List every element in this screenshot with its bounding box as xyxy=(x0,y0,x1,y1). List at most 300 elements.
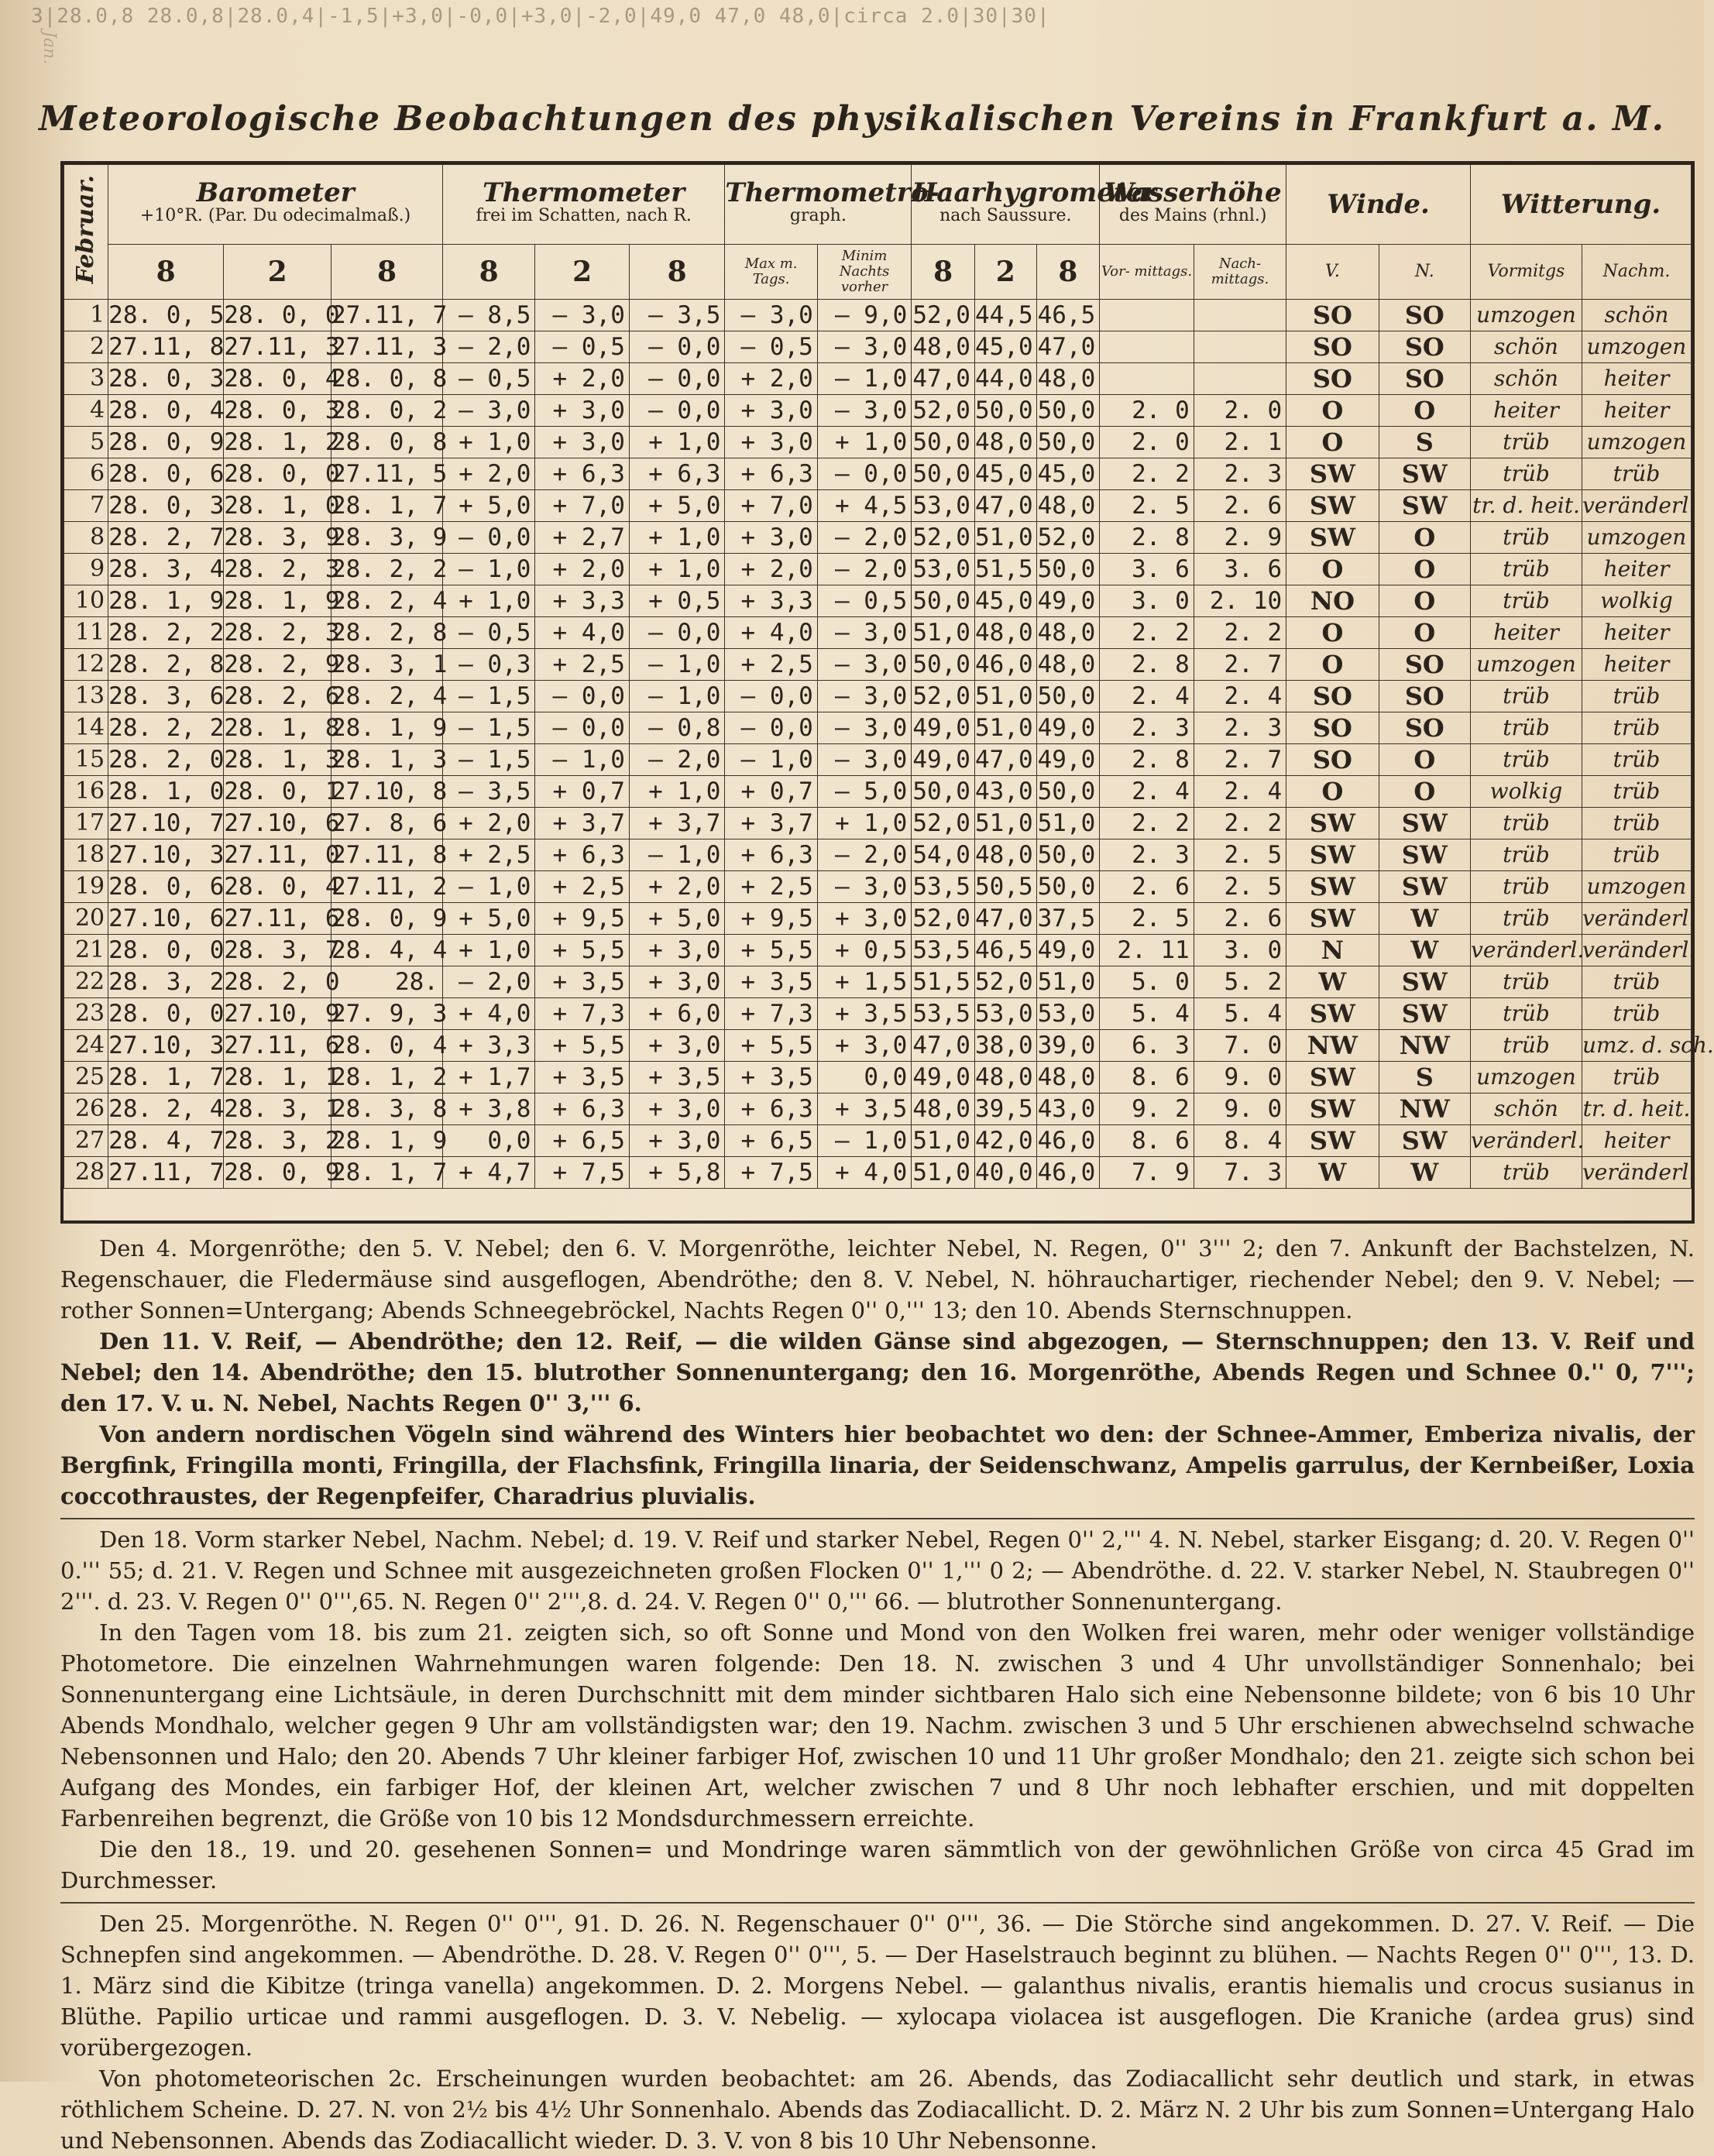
cell-wind-afternoon: SW xyxy=(1379,966,1470,998)
cell-hygrometer-2: 52,0 xyxy=(974,966,1036,998)
cell-wind-morning: O xyxy=(1286,649,1379,681)
cell-thermometer-8: + 4,0 xyxy=(442,998,534,1030)
cell-hygrometer-8b: 47,0 xyxy=(1036,331,1100,363)
cell-water-afternoon: 2. 7 xyxy=(1194,744,1286,776)
cell-max-day: + 6,3 xyxy=(725,458,817,490)
cell-wind-morning: SW xyxy=(1286,458,1379,490)
cell-min-night: — 3,0 xyxy=(817,681,911,712)
cell-min-night: — 1,0 xyxy=(817,363,911,395)
cell-wind-afternoon: SW xyxy=(1379,998,1470,1030)
cell-wind-morning: SW xyxy=(1286,998,1379,1030)
cell-thermometer-8: + 1,0 xyxy=(442,585,534,617)
cell-weather-afternoon: umz. d. sch. xyxy=(1582,1030,1691,1062)
cell-wind-morning: SW xyxy=(1286,522,1379,554)
cell-weather-afternoon: trüb xyxy=(1582,839,1691,871)
cell-water-afternoon xyxy=(1194,363,1286,395)
cell-barometer-2: 28. 3, 1 xyxy=(224,1093,331,1125)
cell-weather-morning: trüb xyxy=(1471,458,1582,490)
cell-barometer-8: 28. 0, 0 xyxy=(108,998,224,1030)
cell-max-day: + 2,5 xyxy=(725,871,817,903)
cell-thermometer-2: + 3,5 xyxy=(535,966,629,998)
cell-max-day: + 3,3 xyxy=(725,585,817,617)
cell-weather-morning: trüb xyxy=(1471,744,1582,776)
table-row xyxy=(64,490,1692,522)
cell-day: 17 xyxy=(64,808,108,839)
cell-hygrometer-8: 50,0 xyxy=(912,585,975,617)
cell-weather-morning: trüb xyxy=(1471,712,1582,744)
cell-barometer-8: 28. 4, 7 xyxy=(108,1125,224,1157)
cell-weather-morning: trüb xyxy=(1471,903,1582,935)
cell-wind-morning: O xyxy=(1286,776,1379,808)
cell-hygrometer-2: 47,0 xyxy=(974,744,1036,776)
cell-weather-afternoon: trüb xyxy=(1582,1062,1691,1093)
cell-barometer-8: 28. 0, 3 xyxy=(108,363,224,395)
cell-hygrometer-8: 53,0 xyxy=(912,554,975,585)
cell-barometer-2: 27.11, 0 xyxy=(224,839,331,871)
cell-wind-afternoon: SO xyxy=(1379,363,1470,395)
cell-min-night: — 2,0 xyxy=(817,554,911,585)
cell-barometer-2: 28. 0, 3 xyxy=(224,395,331,427)
cell-thermometer-2: + 0,7 xyxy=(535,776,629,808)
cell-min-night: — 2,0 xyxy=(817,839,911,871)
cell-thermometer-8b: + 2,0 xyxy=(629,871,725,903)
month-header: Februar. xyxy=(64,165,108,300)
cell-barometer-8: 27.10, 3 xyxy=(108,839,224,871)
cell-max-day: + 3,0 xyxy=(725,427,817,458)
cell-thermometer-8b: + 5,0 xyxy=(629,490,725,522)
cell-hygrometer-2: 45,0 xyxy=(974,331,1036,363)
cell-weather-morning: tr. d. heit. xyxy=(1471,490,1582,522)
cell-barometer-8b: 28. 1, 3 xyxy=(331,744,443,776)
cell-max-day: — 3,0 xyxy=(725,300,817,331)
note-paragraph: Von photometeorischen 2c. Erscheinungen wurden beobachtet: am 26. Abends, das Zodiacallicht sehr deutlich und stark, in etwas röthlichem Scheine. D. 27. N. von 2½ bis 4½ Uhr Sonnenhalo. Abends das Zodiacallicht. D. 2. März N. 2 Uhr bis zum Sonnen=Untergang Halo und Nebensonnen. Abends das Zodiacallicht wieder. D. 3. V. von 8 bis 10 Uhr Nebensonne. xyxy=(60,2065,1695,2154)
cell-water-morning: 2. 4 xyxy=(1100,681,1194,712)
cell-water-morning: 8. 6 xyxy=(1100,1062,1194,1093)
cell-barometer-8b: 27.11, 7 xyxy=(331,300,443,331)
cell-thermometer-8: — 2,0 xyxy=(442,966,534,998)
cell-day: 3 xyxy=(64,363,108,395)
cell-weather-afternoon: trüb xyxy=(1582,808,1691,839)
cell-thermometer-8: + 1,0 xyxy=(442,935,534,966)
cell-hygrometer-8: 52,0 xyxy=(912,395,975,427)
cell-min-night: 0,0 xyxy=(817,1062,911,1093)
cell-max-day: + 6,3 xyxy=(725,839,817,871)
cell-wind-afternoon: SW xyxy=(1379,458,1470,490)
cell-day: 12 xyxy=(64,649,108,681)
cell-hygrometer-2: 38,0 xyxy=(974,1030,1036,1062)
cell-wind-morning: SW xyxy=(1286,1062,1379,1093)
cell-hygrometer-8: 50,0 xyxy=(912,427,975,458)
cell-thermometer-2: + 7,5 xyxy=(535,1157,629,1189)
cell-thermometer-2: + 4,0 xyxy=(535,617,629,649)
cell-hygrometer-8b: 53,0 xyxy=(1036,998,1100,1030)
cell-day: 2 xyxy=(64,331,108,363)
cell-thermometer-8b: — 2,0 xyxy=(629,744,725,776)
cell-max-day: — 0,5 xyxy=(725,331,817,363)
cell-hygrometer-8b: 50,0 xyxy=(1036,871,1100,903)
cell-weather-morning: trüb xyxy=(1471,427,1582,458)
winds-header: Winde. xyxy=(1286,165,1471,245)
cell-thermometer-2: + 2,7 xyxy=(535,522,629,554)
cell-max-day: + 5,5 xyxy=(725,935,817,966)
cell-barometer-2: 28. 0, 1 xyxy=(224,776,331,808)
cell-min-night: + 1,5 xyxy=(817,966,911,998)
note-paragraph: In den Tagen vom 18. bis zum 21. zeigten sich, so oft Sonne und Mond von den Wolken frei waren, mehr oder weniger vollständige Photometore. Die einzelnen Wahrnehmungen waren folgende: Den 18. N. zwischen 3 und 4 Uhr unvollständiger Sonnenhalo; bei Sonnenuntergang eine Lichtsäule, in deren Durchschnitt mit dem minder sichtbaren Halo sich eine Nebensonne bildete; von 6 bis 10 Uhr Abends Mondhalo, welcher gegen 9 Uhr am vollständigsten war; den 19. Nachm. zwischen 3 und 5 Uhr erschienen abwechselnd schwache Nebensonnen und Halo; den 20. Abends 7 Uhr kleiner farbiger Hof, zwischen 10 und 11 Uhr großer Mondhalo; den 21. zeigte sich schon bei Aufgang des Mondes, ein farbiger Hof, der kleinen Art, welcher zwischen 7 und 8 Uhr noch lebhafter erschien, und mit doppelten Farbenreihen begrenzt, die Größe von 10 bis 12 Mondsdurchmessern erreichte. xyxy=(60,1619,1695,1832)
cell-barometer-8b: 28. 1, 2 xyxy=(331,1062,443,1093)
cell-thermometer-8: + 2,5 xyxy=(442,839,534,871)
cell-water-morning: 2. 3 xyxy=(1100,712,1194,744)
cell-thermometer-2: + 3,5 xyxy=(535,1062,629,1093)
cell-water-afternoon: 8. 4 xyxy=(1194,1125,1286,1157)
cell-hygrometer-2: 45,0 xyxy=(974,458,1036,490)
cell-thermometer-8b: + 6,3 xyxy=(629,458,725,490)
table-row xyxy=(64,744,1692,776)
cell-min-night: + 0,5 xyxy=(817,935,911,966)
cell-hygrometer-8: 52,0 xyxy=(912,300,975,331)
cell-min-night: + 3,5 xyxy=(817,1093,911,1125)
cell-thermometer-8b: + 1,0 xyxy=(629,776,725,808)
cell-weather-afternoon: heiter xyxy=(1582,554,1691,585)
cell-weather-morning: trüb xyxy=(1471,839,1582,871)
cell-weather-afternoon: umzogen xyxy=(1582,871,1691,903)
cell-hygrometer-2: 48,0 xyxy=(974,617,1036,649)
cell-barometer-8: 27.10, 6 xyxy=(108,903,224,935)
table-row xyxy=(64,776,1692,808)
cell-barometer-2: 27.10, 6 xyxy=(224,808,331,839)
cell-barometer-8b: 28. 1, 9 xyxy=(331,712,443,744)
cell-wind-afternoon: SW xyxy=(1379,839,1470,871)
cell-barometer-8b: 28. 2, 4 xyxy=(331,585,443,617)
table-row xyxy=(64,998,1692,1030)
cell-thermometer-8: + 5,0 xyxy=(442,903,534,935)
cell-hygrometer-8b: 37,5 xyxy=(1036,903,1100,935)
cell-min-night: — 0,0 xyxy=(817,458,911,490)
cell-hygrometer-8b: 48,0 xyxy=(1036,490,1100,522)
page-title: Meteorologische Beobachtungen des physikalischen Vereins in Frankfurt a. M. xyxy=(39,99,1665,139)
cell-thermometer-8b: + 0,5 xyxy=(629,585,725,617)
cell-barometer-8: 27.10, 3 xyxy=(108,1030,224,1062)
cell-hygrometer-8b: 51,0 xyxy=(1036,808,1100,839)
cell-hygrometer-2: 44,5 xyxy=(974,300,1036,331)
cell-water-afternoon: 5. 4 xyxy=(1194,998,1286,1030)
table-row xyxy=(64,427,1692,458)
side-handwritten-note: Jan. xyxy=(40,31,59,65)
cell-barometer-8: 28. 1, 0 xyxy=(108,776,224,808)
cell-weather-afternoon: heiter xyxy=(1582,363,1691,395)
weather-header: Witterung. xyxy=(1471,165,1692,245)
table-row xyxy=(64,712,1692,744)
cell-water-morning: 2. 3 xyxy=(1100,839,1194,871)
cell-thermometer-2: + 5,5 xyxy=(535,1030,629,1062)
note-paragraph: Den 4. Morgenröthe; den 5. V. Nebel; den 6. V. Morgenröthe, leichter Nebel, N. Regen, 0'' 3''' 2; den 7. Ankunft der Bachstelzen, N. Regenschauer, die Fledermäuse sind ausgeflogen, Abendröthe; den 8. V. Nebel, N. höhrauchartiger, riechender Nebel; den 9. V. Nebel; — rother Sonnen=Untergang; Abends Schneegebröckel, Nachts Regen 0'' 0,''' 13; den 10. Abends Sternschnuppen. xyxy=(60,1235,1695,1323)
table-row xyxy=(64,1125,1692,1157)
cell-water-morning: 3. 6 xyxy=(1100,554,1194,585)
cell-barometer-2: 28. 1, 8 xyxy=(224,712,331,744)
cell-thermometer-8b: + 1,0 xyxy=(629,522,725,554)
cell-min-night: + 3,0 xyxy=(817,1030,911,1062)
cell-thermometer-8: — 0,0 xyxy=(442,522,534,554)
cell-hygrometer-8: 54,0 xyxy=(912,839,975,871)
note-paragraph: Den 18. Vorm starker Nebel, Nachm. Nebel; d. 19. V. Reif und starker Nebel, Regen 0'' 2,''' 4. N. Nebel, starker Eisgang; d. 20. V. Regen 0'' 0.''' 55; d. 21. V. Regen und Schnee mit ausgezeichneten großen Flocken 0'' 1,''' 0 2; — Abendröthe. d. 22. V. starker Nebel, N. Staubregen 0'' 2'''. d. 23. V. Regen 0'' 0''',65. N. Regen 0'' 2''',8. d. 24. V. Regen 0'' 0,''' 66. — blutrother Sonnenuntergang. xyxy=(60,1526,1695,1615)
cell-barometer-2: 27.10, 9 xyxy=(224,998,331,1030)
cell-weather-morning: heiter xyxy=(1471,617,1582,649)
cell-barometer-8b: 27.11, 5 xyxy=(331,458,443,490)
cell-min-night: — 1,0 xyxy=(817,1125,911,1157)
cell-water-morning: 8. 6 xyxy=(1100,1125,1194,1157)
cell-weather-morning: trüb xyxy=(1471,681,1582,712)
cell-barometer-8b: 27.10, 8 xyxy=(331,776,443,808)
cell-hygrometer-8b: 48,0 xyxy=(1036,617,1100,649)
cell-barometer-8: 28. 3, 6 xyxy=(108,681,224,712)
cell-thermometer-2: + 3,0 xyxy=(535,395,629,427)
cell-barometer-2: 28. 1, 0 xyxy=(224,490,331,522)
cell-wind-afternoon: W xyxy=(1379,903,1470,935)
cell-wind-morning: SO xyxy=(1286,363,1379,395)
cell-water-morning: 3. 0 xyxy=(1100,585,1194,617)
cell-wind-afternoon: SO xyxy=(1379,712,1470,744)
cell-weather-afternoon: schön xyxy=(1582,300,1691,331)
cell-wind-morning: NO xyxy=(1286,585,1379,617)
cell-barometer-8b: 28. 0, 4 xyxy=(331,1030,443,1062)
weather-afternoon-header: Nachm. xyxy=(1582,245,1691,300)
cell-hygrometer-8b: 46,0 xyxy=(1036,1157,1100,1189)
cell-barometer-8: 28. 2, 4 xyxy=(108,1093,224,1125)
cell-barometer-8: 27.11, 8 xyxy=(108,331,224,363)
cell-min-night: — 3,0 xyxy=(817,871,911,903)
cell-hygrometer-8: 50,0 xyxy=(912,649,975,681)
note-paragraph: Den 25. Morgenröthe. N. Regen 0'' 0''', 91. D. 26. N. Regenschauer 0'' 0''', 36. — Die Störche sind angekommen. D. 27. V. Reif. — Die Schnepfen sind angekommen. — Abendröthe. D. 28. V. Regen 0'' 0''', 5. — Der Haselstrauch beginnt zu blühen. — Nachts Regen 0'' 0''', 13. D. 1. März sind die Kibitze (tringa vanella) angekommen. D. 2. Morgens Nebel. — galanthus nivalis, erantis hiemalis und crocus susianus in Blüthe. Papilio urticae und rammi ausgeflogen. D. 3. V. Nebelig. — xylocapa violacea ist ausgeflogen. Die Kraniche (ardea grus) sind vorübergezogen. xyxy=(60,1911,1695,2061)
wind-afternoon-header: N. xyxy=(1379,245,1470,300)
cell-max-day: + 3,0 xyxy=(725,395,817,427)
cell-day: 21 xyxy=(64,935,108,966)
cell-weather-afternoon: tr. d. heit. xyxy=(1582,1093,1691,1125)
cell-thermometer-8b: + 1,0 xyxy=(629,427,725,458)
cell-water-morning: 2. 5 xyxy=(1100,490,1194,522)
cell-barometer-8b: 27.11, 3 xyxy=(331,331,443,363)
thermometer-2-header: 2 xyxy=(535,245,629,300)
cell-hygrometer-8: 53,5 xyxy=(912,935,975,966)
cell-barometer-2: 27.11, 3 xyxy=(224,331,331,363)
cell-thermometer-8: — 1,5 xyxy=(442,681,534,712)
cell-wind-morning: SO xyxy=(1286,712,1379,744)
cell-barometer-8b: 28. xyxy=(331,966,443,998)
cell-water-afternoon: 2. 4 xyxy=(1194,681,1286,712)
cell-wind-afternoon: SW xyxy=(1379,808,1470,839)
cell-weather-afternoon: veränderl. xyxy=(1582,1157,1691,1189)
table-row xyxy=(64,903,1692,935)
cell-thermometer-8: — 0,5 xyxy=(442,617,534,649)
cell-hygrometer-2: 51,5 xyxy=(974,554,1036,585)
cell-wind-morning: SW xyxy=(1286,1125,1379,1157)
cell-water-afternoon: 2. 3 xyxy=(1194,712,1286,744)
cell-weather-morning: trüb xyxy=(1471,808,1582,839)
cell-barometer-8b: 28. 2, 8 xyxy=(331,617,443,649)
cell-barometer-2: 28. 0, 0 xyxy=(224,458,331,490)
cell-hygrometer-8b: 50,0 xyxy=(1036,554,1100,585)
cell-barometer-8b: 28. 3, 9 xyxy=(331,522,443,554)
cell-day: 9 xyxy=(64,554,108,585)
cell-wind-afternoon: O xyxy=(1379,776,1470,808)
cell-weather-afternoon: veränderl. xyxy=(1582,490,1691,522)
cell-weather-morning: trüb xyxy=(1471,522,1582,554)
cell-thermometer-2: + 2,5 xyxy=(535,871,629,903)
cell-wind-morning: O xyxy=(1286,554,1379,585)
cell-max-day: + 7,5 xyxy=(725,1157,817,1189)
cell-day: 1 xyxy=(64,300,108,331)
cell-max-day: + 2,5 xyxy=(725,649,817,681)
cell-day: 27 xyxy=(64,1125,108,1157)
cell-day: 25 xyxy=(64,1062,108,1093)
cell-max-day: + 0,7 xyxy=(725,776,817,808)
cell-barometer-8: 27.10, 7 xyxy=(108,808,224,839)
cell-day: 5 xyxy=(64,427,108,458)
cell-water-morning: 2. 2 xyxy=(1100,808,1194,839)
cell-weather-afternoon: wolkig xyxy=(1582,585,1691,617)
cell-water-afternoon: 9. 0 xyxy=(1194,1062,1286,1093)
cell-hygrometer-2: 51,0 xyxy=(974,712,1036,744)
cell-hygrometer-8: 47,0 xyxy=(912,1030,975,1062)
header-row-times xyxy=(64,245,1692,300)
cell-wind-afternoon: NW xyxy=(1379,1093,1470,1125)
table-row xyxy=(64,681,1692,712)
cell-max-day: — 0,0 xyxy=(725,681,817,712)
cell-weather-afternoon: trüb xyxy=(1582,681,1691,712)
cell-thermometer-8b: — 0,8 xyxy=(629,712,725,744)
cell-thermometer-8b: + 3,0 xyxy=(629,1093,725,1125)
cell-water-afternoon: 2. 10 xyxy=(1194,585,1286,617)
cell-thermometer-2: + 2,5 xyxy=(535,649,629,681)
cell-day: 7 xyxy=(64,490,108,522)
cell-thermometer-8: + 3,8 xyxy=(442,1093,534,1125)
cell-hygrometer-8b: 39,0 xyxy=(1036,1030,1100,1062)
cell-wind-afternoon: O xyxy=(1379,554,1470,585)
cell-wind-morning: NW xyxy=(1286,1030,1379,1062)
cell-water-afternoon xyxy=(1194,331,1286,363)
cell-barometer-8b: 28. 0, 8 xyxy=(331,427,443,458)
cell-wind-morning: W xyxy=(1286,966,1379,998)
cell-water-morning: 5. 0 xyxy=(1100,966,1194,998)
cell-barometer-8b: 28. 1, 7 xyxy=(331,1157,443,1189)
cell-barometer-8b: 27. 8, 6 xyxy=(331,808,443,839)
cell-water-morning: 2. 2 xyxy=(1100,458,1194,490)
cell-weather-afternoon: heiter xyxy=(1582,649,1691,681)
cell-day: 10 xyxy=(64,585,108,617)
table-row xyxy=(64,1157,1692,1189)
cell-thermometer-2: + 6,3 xyxy=(535,839,629,871)
table-row xyxy=(64,585,1692,617)
table-row xyxy=(64,1062,1692,1093)
max-header: Max m. Tags. xyxy=(725,245,817,300)
cell-max-day: + 6,5 xyxy=(725,1125,817,1157)
cell-thermometer-2: + 9,5 xyxy=(535,903,629,935)
cell-wind-afternoon: O xyxy=(1379,617,1470,649)
cell-thermometer-8b: + 5,8 xyxy=(629,1157,725,1189)
cell-weather-morning: trüb xyxy=(1471,1030,1582,1062)
note-paragraph: Von andern nordischen Vögeln sind während des Winters hier beobachtet wo den: der Schnee-Ammer, Emberiza nivalis, der Bergfink, Fringilla monti, Fringilla, der Flachsfink, Fringilla linaria, der Seidenschwanz, Ampelis garrulus, der Kernbeißer, Loxia coccothraustes, der Regenpfeifer, Charadrius pluvialis. xyxy=(60,1421,1695,1509)
note-paragraph: Den 11. V. Reif, — Abendröthe; den 12. Reif, — die wilden Gänse sind abgezogen, — Sternschnuppen; den 13. V. Reif und Nebel; den 14. Abendröthe; den 15. blutrother Sonnenuntergang; den 16. Morgenröthe, Abends Regen und Schnee 0.'' 0, 7'''; den 17. V. u. N. Nebel, Nachts Regen 0'' 3,''' 6. xyxy=(60,1328,1695,1416)
cell-water-afternoon: 2. 7 xyxy=(1194,649,1286,681)
cell-water-afternoon: 2. 4 xyxy=(1194,776,1286,808)
cell-hygrometer-2: 40,0 xyxy=(974,1157,1036,1189)
cell-weather-morning: schön xyxy=(1471,1093,1582,1125)
cell-hygrometer-2: 45,0 xyxy=(974,585,1036,617)
cell-thermometer-8b: + 3,0 xyxy=(629,935,725,966)
cell-hygrometer-2: 50,0 xyxy=(974,395,1036,427)
cell-wind-afternoon: W xyxy=(1379,1157,1470,1189)
cell-day: 26 xyxy=(64,1093,108,1125)
cell-hygrometer-2: 39,5 xyxy=(974,1093,1036,1125)
cell-water-morning: 5. 4 xyxy=(1100,998,1194,1030)
table-row xyxy=(64,300,1692,331)
cell-water-afternoon: 2. 6 xyxy=(1194,490,1286,522)
cell-hygrometer-8: 53,5 xyxy=(912,871,975,903)
cell-water-afternoon: 2. 2 xyxy=(1194,808,1286,839)
cell-water-afternoon: 2. 5 xyxy=(1194,871,1286,903)
cell-water-morning: 2. 2 xyxy=(1100,617,1194,649)
cell-hygrometer-8b: 50,0 xyxy=(1036,776,1100,808)
cell-wind-afternoon: O xyxy=(1379,744,1470,776)
cell-barometer-8b: 28. 2, 2 xyxy=(331,554,443,585)
cell-hygrometer-2: 51,0 xyxy=(974,681,1036,712)
cell-water-morning: 2. 0 xyxy=(1100,395,1194,427)
cell-hygrometer-8b: 50,0 xyxy=(1036,681,1100,712)
cell-water-afternoon: 7. 0 xyxy=(1194,1030,1286,1062)
cell-hygrometer-8b: 46,5 xyxy=(1036,300,1100,331)
table-row xyxy=(64,1093,1692,1125)
cell-hygrometer-2: 47,0 xyxy=(974,903,1036,935)
cell-hygrometer-8: 47,0 xyxy=(912,363,975,395)
cell-min-night: — 3,0 xyxy=(817,649,911,681)
cell-wind-afternoon: O xyxy=(1379,395,1470,427)
cell-wind-morning: W xyxy=(1286,1157,1379,1189)
cell-hygrometer-2: 51,0 xyxy=(974,522,1036,554)
cell-max-day: + 4,0 xyxy=(725,617,817,649)
cell-hygrometer-8b: 49,0 xyxy=(1036,935,1100,966)
cell-wind-afternoon: SO xyxy=(1379,681,1470,712)
cell-water-afternoon: 2. 3 xyxy=(1194,458,1286,490)
cell-hygrometer-8: 49,0 xyxy=(912,712,975,744)
cell-hygrometer-2: 51,0 xyxy=(974,808,1036,839)
cell-hygrometer-2: 44,0 xyxy=(974,363,1036,395)
cell-barometer-8: 28. 2, 7 xyxy=(108,522,224,554)
cell-min-night: — 5,0 xyxy=(817,776,911,808)
water-morning-header: Vor- mittags. xyxy=(1100,245,1194,300)
cell-weather-morning: umzogen xyxy=(1471,649,1582,681)
cell-weather-afternoon: veränderl. xyxy=(1582,903,1691,935)
notes-divider xyxy=(60,1518,1695,1519)
cell-thermometer-8b: + 3,7 xyxy=(629,808,725,839)
cell-wind-afternoon: S xyxy=(1379,1062,1470,1093)
cell-thermometer-2: + 7,3 xyxy=(535,998,629,1030)
cell-thermometer-8b: — 1,0 xyxy=(629,649,725,681)
cell-water-afternoon: 2. 0 xyxy=(1194,395,1286,427)
cell-water-morning: 7. 9 xyxy=(1100,1157,1194,1189)
cell-min-night: — 3,0 xyxy=(817,395,911,427)
cell-hygrometer-8: 50,0 xyxy=(912,776,975,808)
water-level-header: Wasserhöhe des Mains (rhnl.) xyxy=(1100,165,1286,245)
cell-water-morning: 2. 4 xyxy=(1100,776,1194,808)
cell-hygrometer-8b: 50,0 xyxy=(1036,839,1100,871)
cell-barometer-2: 28. 0, 9 xyxy=(224,1157,331,1189)
cell-thermometer-8b: — 3,5 xyxy=(629,300,725,331)
cell-weather-afternoon: trüb xyxy=(1582,776,1691,808)
cell-hygrometer-8: 50,0 xyxy=(912,458,975,490)
cell-barometer-8b: 28. 0, 8 xyxy=(331,363,443,395)
cell-wind-morning: O xyxy=(1286,617,1379,649)
cell-barometer-2: 28. 3, 9 xyxy=(224,522,331,554)
cell-max-day: + 9,5 xyxy=(725,903,817,935)
cell-water-morning: 6. 3 xyxy=(1100,1030,1194,1062)
